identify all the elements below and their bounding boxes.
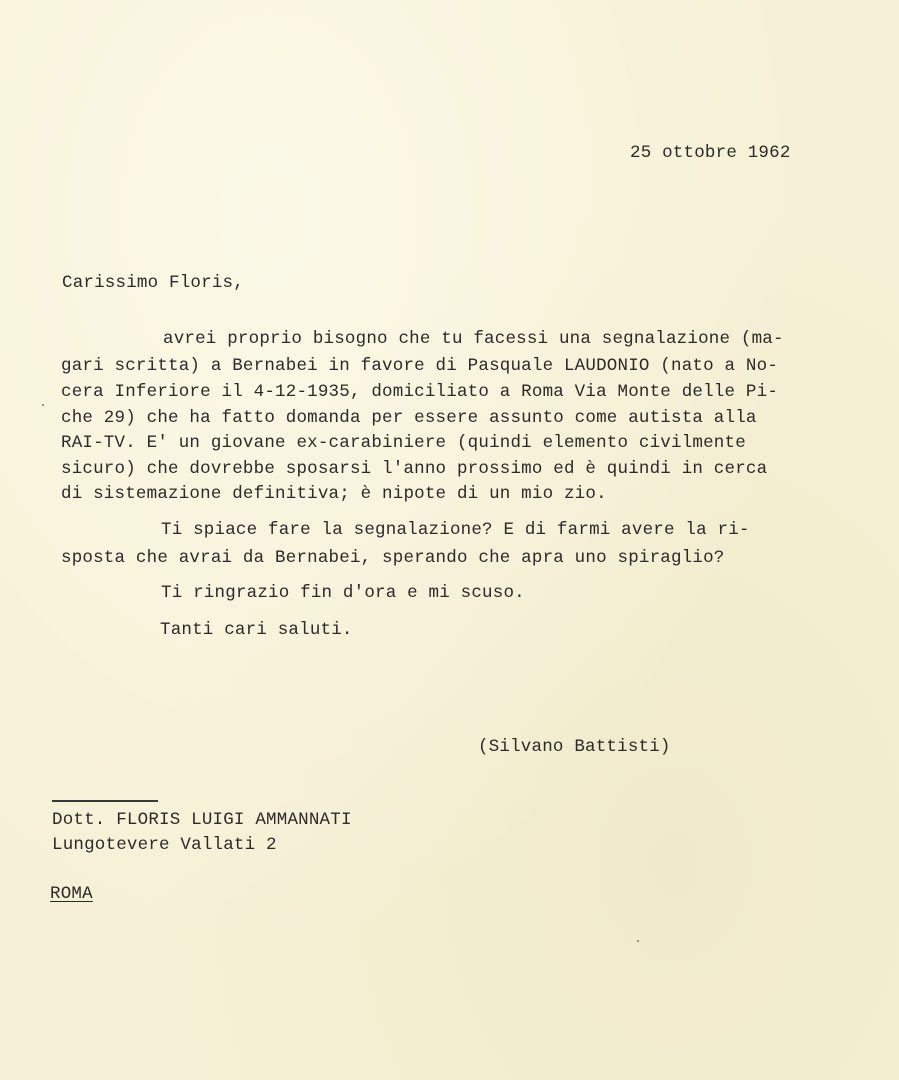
recipient-name: Dott. FLORIS LUIGI AMMANNATI: [52, 810, 352, 830]
salutation: Carissimo Floris,: [62, 273, 244, 293]
recipient-street: Lungotevere Vallati 2: [52, 835, 277, 855]
recipient-city: ROMA: [50, 884, 93, 904]
body-line-5: RAI-TV. E' un giovane ex-carabiniere (quindi elemento civilmente: [61, 433, 746, 453]
para2-line-1: Ti spiace fare la segnalazione? E di farmi avere la ri-: [161, 520, 750, 540]
body-line-2: gari scritta) a Bernabei in favore di Pasquale LAUDONIO (nato a No-: [61, 356, 779, 376]
paper-speck: [637, 940, 639, 942]
address-rule: [52, 800, 158, 802]
body-line-7: di sistemazione definitiva; è nipote di un mio zio.: [61, 484, 607, 504]
paper-speck: [42, 404, 44, 406]
closing-line: Tanti cari saluti.: [160, 620, 353, 640]
para2-line-2: sposta che avrai da Bernabei, sperando che apra uno spiraglio?: [61, 548, 725, 568]
body-line-3: cera Inferiore il 4-12-1935, domiciliato a Roma Via Monte delle Pi-: [61, 382, 779, 402]
signature: (Silvano Battisti): [478, 737, 671, 757]
thanks-line: Ti ringrazio fin d'ora e mi scuso.: [161, 583, 525, 603]
body-line-4: che 29) che ha fatto domanda per essere assunto come autista alla: [61, 408, 757, 428]
body-line-1: avrei proprio bisogno che tu facessi una segnalazione (ma-: [163, 329, 784, 349]
letter-date: 25 ottobre 1962: [630, 143, 791, 163]
body-line-6: sicuro) che dovrebbe sposarsi l'anno prossimo ed è quindi in cerca: [61, 459, 768, 479]
